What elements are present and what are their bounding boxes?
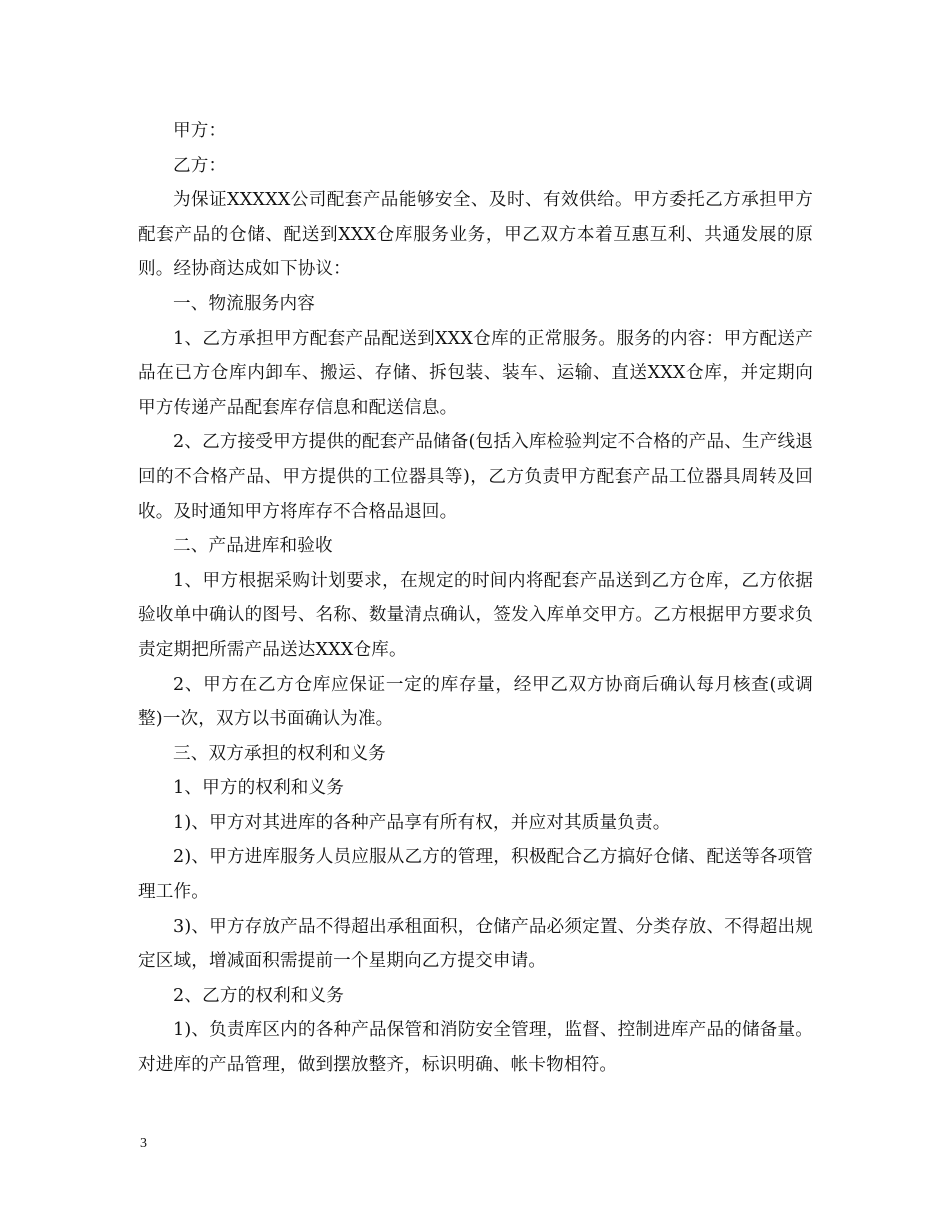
clause-2-2: 2、甲方在乙方仓库应保证一定的库存量，经甲乙双方协商后确认每月核查(或调整)一次，双方以书面确认为准。 [138, 674, 813, 730]
party-b-line: 乙方： [173, 155, 227, 176]
document-body [138, 114, 813, 1083]
clause-1-2: 2、乙方接受甲方提供的配套产品储备(包括入库检验判定不合格的产品、生产线退回的不合格产品、甲方提供的工位器具等)，乙方负责甲方配套产品工位器具周转及回收。及时通知甲方将库存不合格品退回。 [138, 432, 813, 522]
subsection-heading-3-2: 2、乙方的权利和义务 [173, 985, 345, 1006]
clause-3-2-1: 1)、负责库区内的各种产品保管和消防安全管理，监督、控制进库产品的储备量。对进库的产品管理，做到摆放整齐，标识明确、帐卡物相符。 [138, 1020, 813, 1076]
subsection-heading-3-1: 1、甲方的权利和义务 [173, 778, 345, 799]
section-heading-3: 三、双方承担的权利和义务 [173, 743, 386, 764]
clause-1-1: 1、乙方承担甲方配套产品配送到XXX仓库的正常服务。服务的内容：甲方配送产品在已方仓库内卸车、搬运、存储、拆包装、装车、运输、直送XXX仓库，并定期向甲方传递产品配套库存信息和配送信息。 [138, 328, 813, 418]
clause-3-1-3: 3)、甲方存放产品不得超出承租面积，仓储产品必须定置、分类存放、不得超出规定区域，增减面积需提前一个星期向乙方提交申请。 [138, 916, 813, 972]
preamble-paragraph: 为保证XXXXX公司配套产品能够安全、及时、有效供给。甲方委托乙方承担甲方配套产品的仓储、配送到XXX仓库服务业务，甲乙双方本着互惠互利、共通发展的原则。经协商达成如下协议： [138, 190, 813, 280]
clause-3-1-1: 1)、甲方对其进库的各种产品享有所有权，并应对其质量负责。 [173, 812, 671, 833]
page-number: 3 [140, 1136, 147, 1151]
clause-3-1-2: 2)、甲方进库服务人员应服从乙方的管理，积极配合乙方搞好仓储、配送等各项管理工作。 [138, 847, 813, 903]
clause-2-1: 1、甲方根据采购计划要求，在规定的时间内将配套产品送到乙方仓库，乙方依据验收单中确认的图号、名称、数量清点确认，签发入库单交甲方。乙方根据甲方要求负责定期把所需产品送达XXX仓库。 [138, 570, 813, 660]
party-a-line: 甲方： [173, 121, 227, 141]
section-heading-1: 一、物流服务内容 [173, 293, 315, 314]
section-heading-2: 二、产品进库和验收 [173, 536, 333, 557]
